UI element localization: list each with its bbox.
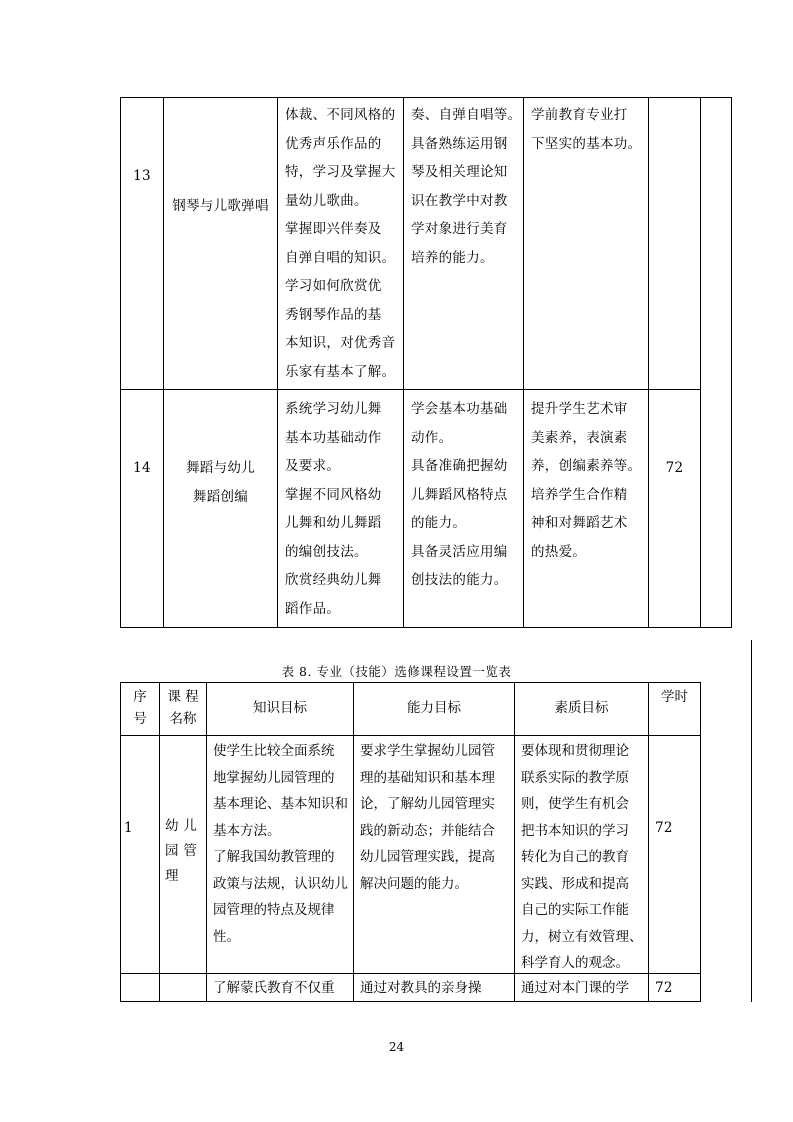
- ability-goal: 奏、自弹自唱等。 具备熟练运用钢 琴及相关理论知 识在教学中对教 学对象进行美育 培养的能力。: [411, 107, 522, 266]
- table-column-divider: [163, 97, 164, 628]
- table-row-divider: [120, 389, 700, 390]
- ability-goal: 要求学生掌握幼儿园管 理的基础知识和基本理 论，了解幼儿园管理实 践的新动态；并能结合 幼儿园管理实践，提高 解决问题的能力。: [360, 743, 495, 892]
- table-border: [700, 682, 701, 1002]
- page-number: 24: [388, 1040, 405, 1054]
- table-column-divider: [353, 682, 354, 1002]
- table-header-divider: [120, 735, 700, 736]
- table-column-divider: [523, 97, 524, 628]
- knowledge-goal: 使学生比较全面系统 地掌握幼儿园管理的 基本理论、基本知识和 基本方法。 了解我国幼教管理的 政策与法规，认识幼儿 园管理的特点及规律 性。: [213, 743, 348, 945]
- knowledge-goal: 体裁、不同风格的 优秀声乐作品的 特，学习及掌握大 量幼儿歌曲。 掌握即兴伴奏及 自弹自唱的知识。 学习如何欣赏优 秀钢琴作品的基 本知识，对优秀音 乐家有基本了解。: [285, 107, 396, 380]
- row-number: 13: [133, 168, 151, 184]
- table-column-divider: [514, 682, 515, 1002]
- table-caption: 表 8. 专业（技能）选修课程设置一览表: [281, 664, 512, 679]
- header-num: 序 号: [133, 689, 147, 727]
- header-hours: 学时: [661, 689, 688, 705]
- course-name: 幼 儿 园 管 理: [165, 818, 198, 884]
- table-column-divider: [648, 682, 649, 1002]
- table-border: [120, 627, 731, 628]
- knowledge-goal: 了解蒙氏教育不仅重: [213, 980, 335, 996]
- header-knowledge: 知识目标: [253, 700, 307, 716]
- hours: 72: [655, 820, 673, 836]
- row-number: 14: [133, 460, 151, 476]
- table-column-divider: [159, 682, 160, 1002]
- quality-goal: 通过对本门课的学: [521, 980, 629, 996]
- header-course-name: 课 程 名称: [167, 689, 199, 727]
- quality-goal: 学前教育专业打 下坚实的基本功。: [531, 107, 642, 152]
- course-name: 钢琴与儿歌弹唱: [172, 198, 269, 214]
- table-column-divider: [277, 97, 278, 628]
- table-column-divider: [648, 97, 649, 628]
- page-frame-line: [751, 640, 752, 1002]
- table-column-divider: [700, 97, 701, 628]
- table-border: [120, 97, 731, 98]
- course-name: 舞蹈与幼儿 舞蹈创编: [186, 460, 255, 505]
- header-ability: 能力目标: [407, 700, 461, 716]
- table-border: [120, 1001, 700, 1002]
- table-border: [120, 682, 121, 1002]
- table-column-divider: [206, 682, 207, 1002]
- knowledge-goal: 系统学习幼儿舞 基本功基础动作 及要求。 掌握不同风格幼 儿舞和幼儿舞蹈 的编创技法。 欣赏经典幼儿舞 蹈作品。: [285, 401, 382, 617]
- table-border: [120, 682, 700, 683]
- header-quality: 素质目标: [554, 700, 609, 716]
- quality-goal: 要体现和贯彻理论 联系实际的教学原 则，使学生有机会 把书本知识的学习 转化为自己的教育 实践、形成和提高 自己的实际工作能 力，树立有效管理、 科学育人的观念。: [521, 743, 643, 971]
- hours: 72: [655, 980, 673, 996]
- row-number: 1: [124, 820, 133, 836]
- table-column-divider: [403, 97, 404, 628]
- hours: 72: [665, 460, 684, 476]
- ability-goal: 学会基本功基础 动作。 具备准确把握幼 儿舞蹈风格特点 的能力。 具备灵活应用编 创技法的能力。: [411, 401, 508, 588]
- table-border: [731, 97, 732, 628]
- quality-goal: 提升学生艺术审 美素养，表演素 养，创编素养等。 培养学生合作精 神和对舞蹈艺术 的热爱。: [531, 401, 642, 560]
- ability-goal: 通过对教具的亲身操: [360, 980, 482, 996]
